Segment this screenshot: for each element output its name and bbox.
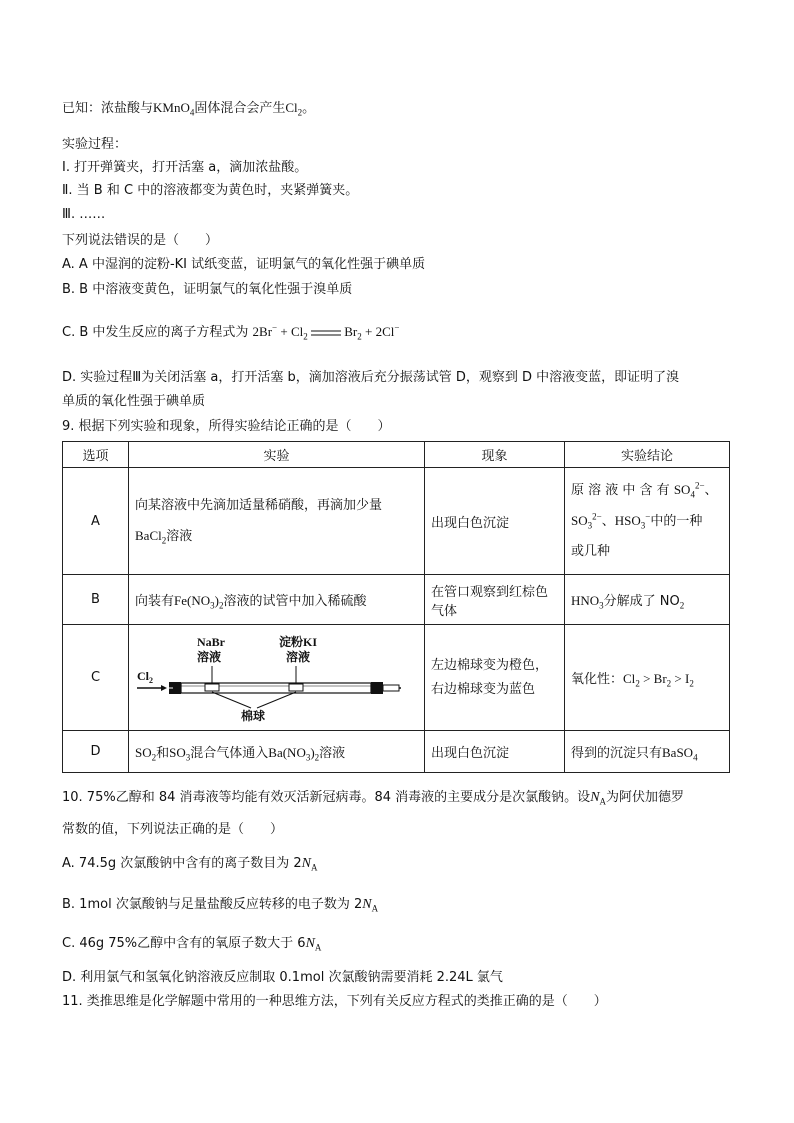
diagram-nabr-solution-label: 溶液 [197, 649, 222, 664]
q8-option-c: C. B 中发生反应的离子方程式为 $2Br^- + Cl_2$ $Br_2 + 2Cl^-$ [62, 322, 400, 342]
q8-option-a: A. A 中湿润的淀粉-KI 试纸变蓝，证明氯气的氧化性强于碘单质 [62, 257, 426, 272]
diagram-nabr-label: NaBr [197, 634, 225, 649]
q10-option-a: A. 74.5g 次氯酸钠中含有的离子数目为 $2N_A$ [62, 856, 318, 873]
process-step-3: Ⅲ. …… [62, 207, 106, 222]
header-option: 选项 [63, 442, 129, 468]
ionic-equation: $2Br^- + Cl_2$ $Br_2 + 2Cl^-$ [252, 322, 400, 342]
q8-option-b: B. B 中溶液变黄色，证明氯气的氧化性强于溴单质 [62, 282, 353, 297]
header-conclusion: 实验结论 [565, 442, 730, 468]
row-b-conclusion: $HNO_3$分解成了 $NO_2$ [565, 575, 730, 625]
diagram-cotton-label: 棉球 [241, 708, 266, 723]
header-experiment: 实验 [129, 442, 425, 468]
left-cotton-ball [205, 684, 219, 691]
header-phenomenon: 现象 [425, 442, 565, 468]
equals-sign-icon [311, 329, 341, 337]
q10-stem-line1: 10. 75%乙醇和 84 消毒液等均能有效灭活新冠病毒。84 消毒液的主要成分是次氯酸钠。设$N_A$为阿伏加德罗 [62, 790, 685, 807]
q11-stem: 11. 类推思维是化学解题中常用的一种思维方法，下列有关反应方程式的类推正确的是（ ） [62, 994, 607, 1009]
table-header-row [63, 442, 730, 468]
diagram-cl2-label: $Cl_2$ [137, 668, 153, 685]
table-row-c [63, 625, 730, 731]
bacl2-formula: BaCl$_2$ [135, 527, 167, 546]
row-a-phenomenon: 出现白色沉淀 [425, 468, 565, 575]
row-c-conclusion: 氧化性：$Cl_2 > Br_2 > I_2$ [565, 625, 730, 731]
known-statement: 已知：浓盐酸与KMnO$_4$固体混合会产生$Cl_2$。 [62, 100, 316, 118]
diagram-kistarch-label: 淀粉KI [279, 634, 318, 649]
row-a-experiment: 向某溶液中先滴加适量稀硝酸，再滴加少量 BaCl$_2$溶液 [129, 468, 425, 575]
q10-option-c: C. 46g 75%乙醇中含有的氧原子数大于 $6N_A$ [62, 936, 322, 953]
cl2-formula: $Cl_2$ [285, 100, 303, 118]
q8-option-d-line1: D. 实验过程Ⅲ为关闭活塞 a，打开活塞 b，滴加溶液后充分振荡试管 D，观察到 D 中溶液变蓝，即证明了溴 [62, 370, 680, 385]
q10-option-d: D. 利用氯气和氢氧化钠溶液反应制取 0.1mol 次氯酸钠需要消耗 2.24L 氯气 [62, 970, 503, 985]
apparatus-diagram [129, 628, 425, 728]
row-a-label: A [63, 468, 129, 575]
table-row-b [63, 575, 730, 625]
arrow-icon [161, 685, 167, 691]
table-row-d [63, 731, 730, 773]
row-c-phenomenon: 左边棉球变为橙色， 右边棉球变为蓝色 [425, 625, 565, 731]
q8-option-d-line2: 单质的氧化性强于碘单质 [62, 394, 206, 409]
diagram-kistarch-solution-label: 溶液 [286, 649, 311, 664]
kmno4-formula: KMnO$_4$ [153, 100, 195, 118]
row-d-experiment: $SO_2$和$SO_3$混合气体通入$Ba(NO_3)_2$溶液 [129, 731, 425, 773]
process-title: 实验过程： [62, 137, 128, 152]
row-c-diagram-cell [129, 625, 425, 731]
q9-stem: 9. 根据下列实验和现象，所得实验结论正确的是（ ） [62, 419, 391, 434]
q10-stem-line2: 常数的值，下列说法正确的是（ ） [62, 822, 284, 837]
row-b-label: B [63, 575, 129, 625]
right-stopper [371, 682, 383, 694]
row-d-conclusion: 得到的沉淀只有BaSO$_4$ [565, 731, 730, 773]
row-c-label: C [63, 625, 129, 731]
process-step-1: Ⅰ. 打开弹簧夹，打开活塞 a，滴加浓盐酸。 [62, 160, 308, 175]
process-step-2: Ⅱ. 当 B 和 C 中的溶液都变为黄色时，夹紧弹簧夹。 [62, 183, 359, 198]
row-b-phenomenon: 在管口观察到红棕色 气体 [425, 575, 565, 625]
row-b-experiment: 向装有$Fe(NO_3)_2$溶液的试管中加入稀硫酸 [129, 575, 425, 625]
row-d-label: D [63, 731, 129, 773]
row-d-phenomenon: 出现白色沉淀 [425, 731, 565, 773]
table-row-a [63, 468, 730, 575]
q10-option-b: B. 1mol 次氯酸钠与足量盐酸反应转移的电子数为 $2N_A$ [62, 897, 379, 914]
right-cotton-ball [289, 684, 303, 691]
q8-stem: 下列说法错误的是（ ） [62, 233, 219, 248]
row-a-conclusion: 原 溶 液 中 含 有 $SO_4^{2-}$、 $SO_3^{2-}$、$HSO_3^-$中的一种 或几种 [565, 468, 730, 575]
q9-table [62, 441, 730, 773]
